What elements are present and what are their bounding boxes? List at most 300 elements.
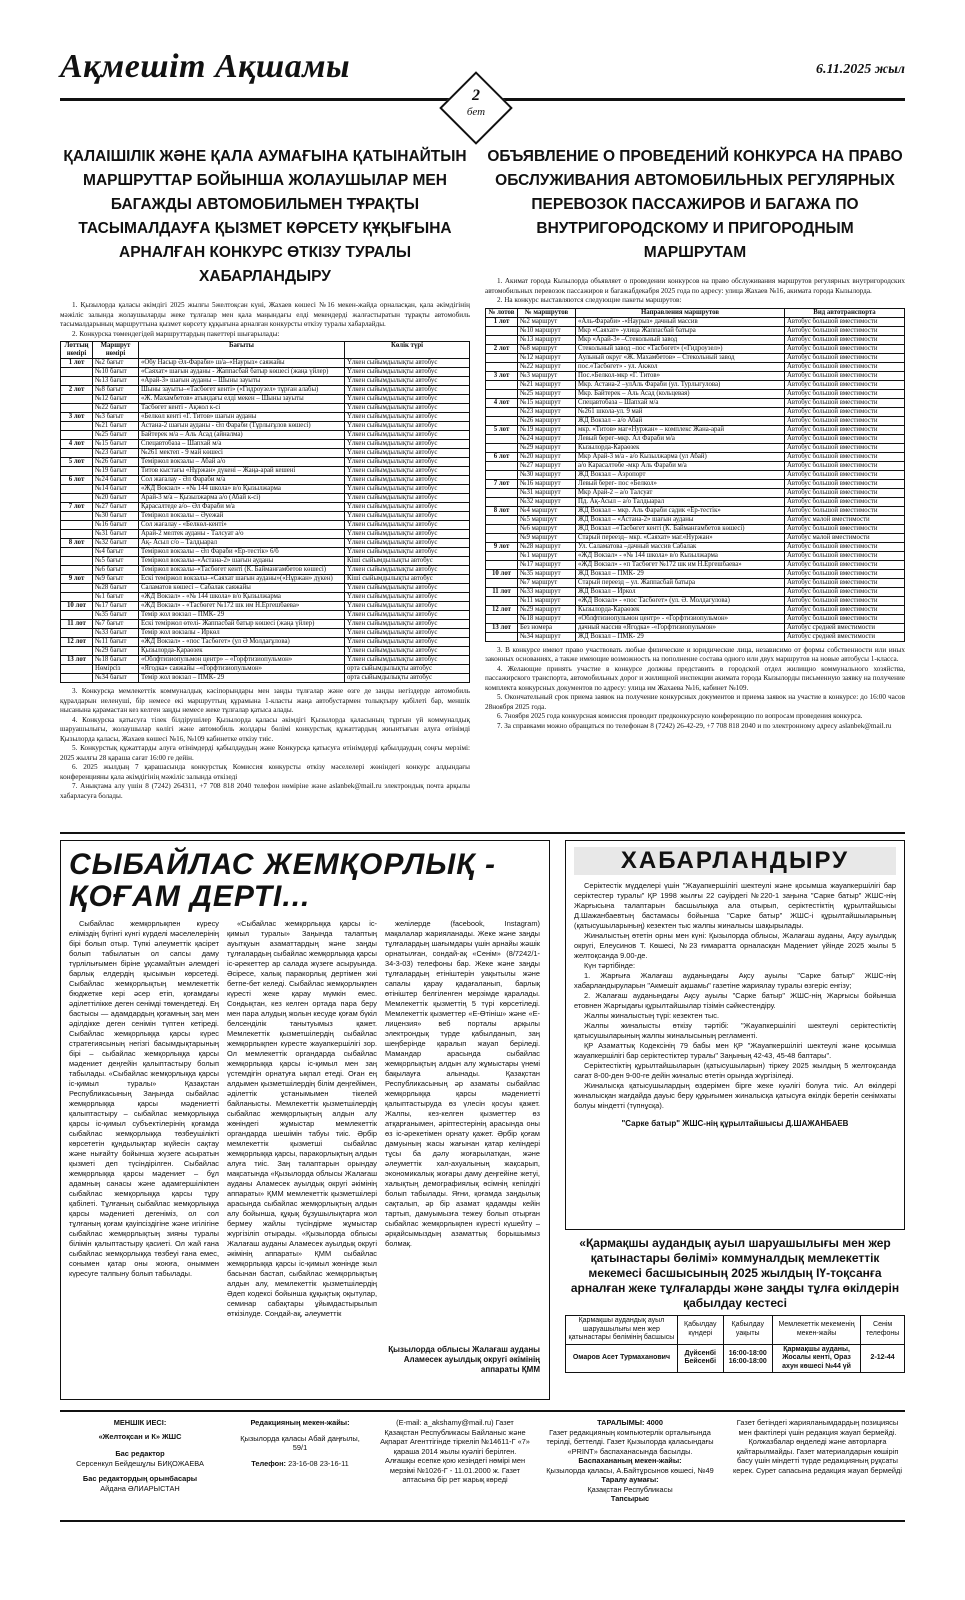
page-number-value: 2 xyxy=(472,87,480,104)
left-cell-direction: «ЖД Вокзал» - «№ 144 школа» в/о Қызылжарма xyxy=(139,593,345,602)
left-cell-route: №20 бағыт xyxy=(93,494,139,503)
right-cell-direction: Пос.«Белкол-мкр «Г. Титов» xyxy=(576,371,785,380)
right-cell-lot xyxy=(486,515,518,524)
right-table-row xyxy=(486,479,905,488)
right-cell-route: №24 маршрут xyxy=(518,434,576,443)
left-cell-vehicle: Үлкен сыйымдылықты автобус xyxy=(345,368,470,377)
left-cell-route: Нөмірсіз xyxy=(93,665,139,674)
left-p1: 1. Қызылорда қаласы әкімдігі 2025 жылғы 5желтоқсан күні, Жахаев көшесі №16 мекен-жайда орналасқан, қала әкімдігінің мәжіліс залында жолаушыларды жеке тұлғалар мен қала маңындағы елді мекендерді жалғастыратын тұрақты автомобиль тасымалдарының маршруттына қызмет көрсету құқығына арналған конкурсты өткізу туралы хабарлайды. xyxy=(60,301,470,328)
right-cell-lot xyxy=(486,596,518,605)
right-cell-vehicle: Автобус большой вместимости xyxy=(785,443,905,452)
right-cell-direction: Старый переезд – ул. Жаппасбай батыра xyxy=(576,578,785,587)
left-cell-vehicle: Үлкен сыйымдылықты автобус xyxy=(345,584,470,593)
right-table-row xyxy=(486,380,905,389)
right-cell-direction: мкр. «Титов» маг«Нуржан» – комплекс Жана-арай xyxy=(576,425,785,434)
right-cell-direction: ЖД Вокзал – ПМК- 29 xyxy=(576,569,785,578)
left-cell-direction: Қарасалтеде а/о– Әл Фараби м/а xyxy=(139,503,345,512)
right-cell-lot xyxy=(486,389,518,398)
left-cell-vehicle: Үлкен сыйымдылықты автобус xyxy=(345,404,470,413)
left-cell-lot xyxy=(61,431,93,440)
left-cell-lot xyxy=(61,449,93,458)
right-cell-lot xyxy=(486,335,518,344)
section-divider xyxy=(60,832,905,834)
right-cell-route: №30 маршрут xyxy=(518,470,576,479)
right-cell-vehicle: Автобус большой вместимости xyxy=(785,326,905,335)
left-cell-lot xyxy=(61,548,93,557)
right-cell-vehicle: Автобус большой вместимости xyxy=(785,614,905,623)
right-cell-direction: Мкр Арай-3 м/а - а/о Кызылжарма (ул Абай) xyxy=(576,452,785,461)
right-cell-lot xyxy=(486,326,518,335)
left-cell-direction: Ескі теміржол өтелі- Жаппасбай батыр көшесі (жаңа үйлер) xyxy=(139,620,345,629)
right-cell-lot: 12 лот xyxy=(486,605,518,614)
right-cell-vehicle: Автобус большой вместимости xyxy=(785,434,905,443)
right-table-row xyxy=(486,623,905,632)
right-cell-vehicle: Автобус большой вместимости xyxy=(785,335,905,344)
schedule-col-address: Мемлекеттік мекеменің мекен-жайы xyxy=(772,1316,860,1345)
right-cell-vehicle: Автобус большой вместимости xyxy=(785,542,905,551)
right-cell-direction: а/о Карасалтөбе -мкр Аль Фараби м/а xyxy=(576,461,785,470)
right-cell-vehicle: Автобус большой вместимости xyxy=(785,560,905,569)
right-table-row xyxy=(486,317,905,326)
right-cell-route: №25 маршрут xyxy=(518,389,576,398)
right-p1: 1. Акимат города Кызылорда объявляет о проведении конкурсов на право обслуживания маршрутов регулярных внутригородских автомобильных перевозок пассажиров и багажабдекабря 2025 года по адресу: улица Жахаев №16, акимата города Кызылорда. xyxy=(485,277,905,295)
notice-p5: 2. Жалағаш ауданындағы Ақсу ауылы "Сарке батыр" ЖШС-нің Жарғысы бойынша етовнен Жарғыдағы құрылтайшылар тізімін сәйкестендіру. xyxy=(574,991,896,1010)
right-cell-vehicle: Автобус большой вместимости xyxy=(785,551,905,560)
right-cell-lot xyxy=(486,443,518,452)
right-table-row xyxy=(486,569,905,578)
right-table-row xyxy=(486,533,905,542)
left-cell-direction: Теміржол вокзалы–«Тасбөгет кенті (К. Байманғамбетов көшесі) xyxy=(139,566,345,575)
schedule-col-head: Қармақшы аудандық ауыл шаруашылығы мен жер қатынастары бөлімінің басшысы xyxy=(566,1316,678,1345)
left-cell-vehicle: Кіші сыйымдылықты автобус xyxy=(345,575,470,584)
footer-area: Қазақстан Республикасы xyxy=(587,1484,673,1494)
masthead: Ақмешіт Ақшамы xyxy=(60,48,351,85)
right-cell-vehicle: Автобус большой вместимости xyxy=(785,344,905,353)
left-cell-direction: Тасбөгет кенті - Ақжол к-сі xyxy=(139,404,345,413)
left-cell-route: №18 бағыт xyxy=(93,656,139,665)
right-cell-vehicle: Автобус большой вместимости xyxy=(785,470,905,479)
left-cell-direction: Байтерек м/а – Аль Асад (айналма) xyxy=(139,431,345,440)
notice-p7: Жалпы жиналысты өткізу тәртібі: "Жауапкершілігі шектеулі серіктестіктің қатысушыларының жалпы жиналысының регламенті. xyxy=(574,1021,896,1040)
left-cell-direction: Темір жол вокзал – ПМК- 29 xyxy=(139,674,345,683)
right-cell-vehicle: Автобус большой вместимости xyxy=(785,416,905,425)
left-cell-vehicle: Үлкен сыйымдылықты автобус xyxy=(345,602,470,611)
left-cell-vehicle: Үлкен сыйымдылықты автобус xyxy=(345,449,470,458)
right-cell-direction: Стекольный завод –пос «Тасбөгет» («Гидроузел») xyxy=(576,344,785,353)
left-cell-vehicle: Үлкен сыйымдылықты автобус xyxy=(345,656,470,665)
right-table-row xyxy=(486,551,905,560)
right-cell-route: №29 маршрут xyxy=(518,443,576,452)
left-cell-lot xyxy=(61,485,93,494)
left-col-direction: Бағыты xyxy=(139,342,345,359)
right-cell-lot: 13 лот xyxy=(486,623,518,632)
left-cell-vehicle: Үлкен сыйымдылықты автобус xyxy=(345,386,470,395)
right-table-row xyxy=(486,614,905,623)
right-cell-lot: 8 лот xyxy=(486,506,518,515)
right-cell-route: №4 маршрут xyxy=(518,506,576,515)
left-cell-direction: «ЖД Вокзал» - «пос Тасбөгет» (ул Ә Молдағұлова) xyxy=(139,638,345,647)
left-cell-vehicle: Үлкен сыйымдылықты автобус xyxy=(345,620,470,629)
left-cell-lot xyxy=(61,530,93,539)
footer-deputy-label: Бас редактордың орынбасары xyxy=(82,1474,198,1483)
notice-signature: "Сарке батыр" ЖШС-нің құрылтайшысы Д.ШАЖАНБАЕВ xyxy=(621,1119,849,1128)
left-cell-lot: 1 лот xyxy=(61,359,93,368)
right-cell-lot: 11 лот xyxy=(486,587,518,596)
left-cell-lot xyxy=(61,674,93,683)
left-table-row xyxy=(61,593,470,602)
left-table-row xyxy=(61,431,470,440)
right-table-row xyxy=(486,371,905,380)
right-cell-vehicle: Автобус большой вместимости xyxy=(785,398,905,407)
right-cell-lot xyxy=(486,488,518,497)
right-cell-route: №12 маршрут xyxy=(518,353,576,362)
left-cell-direction: Арай-2 мелтек ауданы - Талсуат а/о xyxy=(139,530,345,539)
right-cell-route: №20 маршрут xyxy=(518,452,576,461)
right-p3: 3. В конкурсе имеют право участвовать любые физические и юридические лица, независимо от формы собственности или иных законных основаниях, а также имеющие возможность на пополнение состава одного или двух маршрутов на новые автобусы 1-класса. xyxy=(485,645,905,663)
left-cell-direction: «Белкөл кенті «Г. Титов» шағын ауданы xyxy=(139,413,345,422)
left-cell-route: №11 бағыт xyxy=(93,638,139,647)
right-cell-route: №33 маршрут xyxy=(518,587,576,596)
right-cell-direction: пос.«Тасбөгет» - ул. Акжол xyxy=(576,362,785,371)
footer-phone-label: Телефон: xyxy=(251,1458,287,1468)
right-cell-direction: ЖД Вокзал – а/о Абай xyxy=(576,416,785,425)
left-cell-lot: 6 лот xyxy=(61,476,93,485)
left-cell-lot xyxy=(61,557,93,566)
right-cell-direction: ЖД Вокзал – Иркол xyxy=(576,587,785,596)
page-number xyxy=(450,88,502,120)
right-table-row xyxy=(486,407,905,416)
right-cell-lot xyxy=(486,470,518,479)
right-table-row xyxy=(486,326,905,335)
right-cell-direction: дачный массив «Ягодка» -«Горфтизиопульмон» xyxy=(576,623,785,632)
left-title: ҚАЛАІШІЛІК ЖӘНЕ ҚАЛА АУМАҒЫНА ҚАТЫНАЙТЫН МАРШРУТТАР БОЙЫНША ЖОЛАУШЫЛАР МЕН БАГАЖДЫ АВТОМОБИЛЬМЕН ТҰРАҚТЫ ТАСЫМАЛДАУҒА ҚЫЗМЕТ КӨРСЕТУ ҚҰҚЫҒЫНА АРНАЛҒАН КОНКУРС ӨТКІЗУ ТУРАЛЫ ХАБАРЛАНДЫРУ xyxy=(63,148,467,285)
article-title: СЫБАЙЛАС ЖЕМҚОРЛЫҚ - ҚОҒАМ ДЕРТІ... xyxy=(69,848,497,913)
right-cell-route: №18 маршрут xyxy=(518,614,576,623)
left-cell-route: №27 бағыт xyxy=(93,503,139,512)
schedule-address: Қармақшы ауданы, Жосалы кенті, Ораз ахун көшесі №44 үй xyxy=(772,1344,860,1373)
right-cell-vehicle: Автобус большой вместимости xyxy=(785,479,905,488)
right-table-row xyxy=(486,596,905,605)
left-cell-direction: Сол жағалау - «Белкөл-кенті» xyxy=(139,521,345,530)
right-cell-direction: ЖД Вокзал –«Тасбөгет кенті (К. Байманғамбетов көшесі) xyxy=(576,524,785,533)
left-cell-direction: «ЖД Вокзал» - «Тасбөгет №172 шк им Н.Ергешбаева» xyxy=(139,602,345,611)
right-cell-route: №5 маршрут xyxy=(518,515,576,524)
left-cell-direction: Ақ- Асыл с/о – Талдыарал xyxy=(139,539,345,548)
right-cell-lot xyxy=(486,353,518,362)
notice-p2: Жиналыстың өтетін орны мен күні: Қызылорда облысы, Жалағаш ауданы, Ақсу ауылдық округі, Елеусинов Т. Көшесі, №23 ғимаратта орналасқан Мадениет үйінде 2025 жылы 5 желтоқсанда 9.00-де. xyxy=(574,931,896,960)
right-cell-vehicle: Автобус большой вместимости xyxy=(785,605,905,614)
left-cell-lot xyxy=(61,593,93,602)
left-table-row xyxy=(61,602,470,611)
left-cell-route: №30 бағыт xyxy=(93,512,139,521)
page-word: бет xyxy=(466,106,486,118)
right-cell-direction: ЖД Вокзал – мкр. Аль Фараби садик «Ер-тестік» xyxy=(576,506,785,515)
left-cell-direction: «ЖД Вокзал» - «№ 144 школа» в/о Қызылжарма xyxy=(139,485,345,494)
right-cell-route: №13 маршрут xyxy=(518,335,576,344)
left-cell-route: №2 бағыт xyxy=(93,359,139,368)
right-cell-lot: 1 лот xyxy=(486,317,518,326)
right-cell-vehicle: Автобус большой вместимости xyxy=(785,461,905,470)
left-cell-route: №15 бағыт xyxy=(93,440,139,449)
right-cell-route: №8 маршрут xyxy=(518,344,576,353)
left-col-route: Маршрут нөмірі xyxy=(93,342,139,359)
right-table-row xyxy=(486,497,905,506)
left-cell-route: №13 бағыт xyxy=(93,377,139,386)
notice-heading: ХАБАРЛАНДЫРУ xyxy=(574,847,896,875)
left-cell-route: №7 бағыт xyxy=(93,620,139,629)
notice-p3: Күн тәртібінде: xyxy=(584,961,636,970)
right-p6: 6. 7ноября 2025 года конкурсная комиссия проводит предконкурсную конференцию по вопросам проведения конкурса. xyxy=(497,712,863,720)
schedule-days: Дүйсенбі Бейсенбі xyxy=(677,1344,723,1373)
right-cell-vehicle: Автобус большой вместимости xyxy=(785,425,905,434)
right-cell-vehicle: Автобус большой вместимости xyxy=(785,596,905,605)
imprint-footer xyxy=(60,1410,905,1522)
right-cell-route: №1 маршрут xyxy=(518,551,576,560)
right-cell-route: №27 маршрут xyxy=(518,461,576,470)
left-table-row xyxy=(61,368,470,377)
left-table-row xyxy=(61,503,470,512)
right-cell-lot: 4 лот xyxy=(486,398,518,407)
left-table-row xyxy=(61,665,470,674)
right-cell-lot xyxy=(486,614,518,623)
left-cell-direction: Теміржол вокзалы – Әл Фараби «Ер-тестік» 6/б xyxy=(139,548,345,557)
schedule-col-days: Қабылдау күндері xyxy=(677,1316,723,1345)
right-table-row xyxy=(486,542,905,551)
schedule-table xyxy=(565,1315,905,1373)
left-cell-vehicle: Үлкен сыйымдылықты автобус xyxy=(345,485,470,494)
left-cell-lot: 13 лот xyxy=(61,656,93,665)
left-cell-direction: Темір жол вокзалы - Иркөл xyxy=(139,629,345,638)
right-p5: 5. Окончательный срок приема заявок на получение конкурсных документов и приема заявок на участие в конкурсе: до 16:00 часов 28ноября 2025 года. xyxy=(485,693,905,711)
right-cell-vehicle: Автобус большой вместимости xyxy=(785,524,905,533)
left-cell-route: №31 бағыт xyxy=(93,530,139,539)
footer-print-info: Газет редакцияның компьютерлік орталығында терілді, беттелді. Газет Қызылорда қаласындағы «PRINT» баспаханасында басылды. xyxy=(546,1427,714,1456)
left-cell-route: №24 бағыт xyxy=(93,476,139,485)
left-cell-direction: Арай-3 м/а – Қызылжарма а/о (Абай к-сі) xyxy=(139,494,345,503)
right-table-row xyxy=(486,389,905,398)
left-cell-lot xyxy=(61,494,93,503)
left-cell-route: №8 бағыт xyxy=(93,386,139,395)
right-cell-vehicle: Автобус средней вместимости xyxy=(785,632,905,641)
right-cell-direction: Старый переезд– мкр. «Саяхат» маг.«Нуржан» xyxy=(576,533,785,542)
right-cell-route: №22 маршрут xyxy=(518,362,576,371)
right-cell-vehicle: Автобус большой вместимости xyxy=(785,587,905,596)
right-cell-vehicle: Автобус большой вместимости xyxy=(785,569,905,578)
right-table-row xyxy=(486,524,905,533)
left-cell-vehicle: Үлкен сыйымдылықты автобус xyxy=(345,422,470,431)
right-cell-vehicle: Автобус большой вместимости xyxy=(785,506,905,515)
left-cell-vehicle: Үлкен сыйымдылықты автобус xyxy=(345,476,470,485)
right-cell-direction: Кызылорда-Караөзек xyxy=(576,605,785,614)
right-table-row xyxy=(486,515,905,524)
left-cell-lot: 5 лот xyxy=(61,458,93,467)
schedule-box xyxy=(565,1236,905,1401)
right-table-row xyxy=(486,605,905,614)
left-cell-route: №14 бағыт xyxy=(93,485,139,494)
left-cell-route: №35 бағыт xyxy=(93,611,139,620)
left-cell-vehicle: Үлкен сыйымдылықты автобус xyxy=(345,548,470,557)
right-cell-lot xyxy=(486,533,518,542)
left-cell-lot xyxy=(61,611,93,620)
right-cell-lot xyxy=(486,461,518,470)
notice-p1: Серіктестік мүдделері үшін "Жауапкершілігі шектеулі және қосымша жауапкершілігі бар серіктестер туралы" ҚР 1998 жылғы 22 сәуірдегі №220-1 заңына "Сарке батыр" ЖШС-нің Жарғысына талаптарын басшылыққа ала отырып, серіктестіктің құрылтайшысы Д.Шажанбаевтың бастамасы бойынша "Сарке батыр" ЖШС-і құрылтайшыларының (қатысушыларының) кезектен тыс жалпы жиналысы шақырылады. xyxy=(574,881,896,930)
article-col-3: желілерде (facebook, Instagram) мақалалар жарияланады. Жеке және заңды тұлғалардың шағымдары үшін арнайы жәшік орнатылған, сондай-ақ «Сенім» (8/7242/1-34-3-03) телефоны бар. Жеке және заңды тұлғалардың етініштерін уақытылы және сапалы қарау қадағаланып, барлық өтініштер белгіленген мерзімде қаралады. Мемлекеттік қызметтің 5 түрі көрсетіледі. Мемлекеттік қызметтер «Е-Өтініш» және «Е-лицензия» веб порталы арқылы электрондық түрде қабылданып, заң шеңберінде қаралып жауап беріледі. Мамандар арасында сыбайлас жемқорлықтың алдын алу жұмыстары үнемі бақылауға алынады. Қазақстан Республикасының әр азаматы сыбайлас жемқорлыққа қарсы мәдениетті қалыптастыруда өз үлесін қосуы қажет. Жалпы, кез-келген қызметтер өз атқарғанымен, әріптестерінің арасында оны өз іс-әрекетімен орнату қажет. Әрбір қоғам дамуының жасы жағынан қатар келіндері тұсы ба дәлу жоғарылатқан, және әлеуметтік хал-ахуалының жақсарып, экономикалық жоғары даму деңгейіне жетуі, халықтың демографиялық өсімнің кепілдігі болып табылады. Яғни, қоғамда заңдылық сақталып, әр бір азамат қадамды кейін тартып, дамуымызға тежеу болып отырған сыбайлас жемқорлықпен күресті күшейту – әрқайсымыздың азаматтық борышымыз болмақ. xyxy=(385,919,540,1248)
footer-address-value: Қызылорда қаласы Абай даңғылы, 59/1 xyxy=(240,1433,360,1452)
right-cell-route: №31 маршрут xyxy=(518,488,576,497)
left-table-row xyxy=(61,566,470,575)
right-table-row xyxy=(486,434,905,443)
right-cell-direction: Левый берег- пос «Белкол» xyxy=(576,479,785,488)
left-table-row xyxy=(61,476,470,485)
right-cell-vehicle: Автобус большой вместимости xyxy=(785,578,905,587)
left-cell-vehicle: Үлкен сыйымдылықты автобус xyxy=(345,467,470,476)
left-table-row xyxy=(61,485,470,494)
right-cell-lot: 9 лот xyxy=(486,542,518,551)
right-cell-direction: ЖД Вокзал – «Астана-2» шағын ауданы xyxy=(576,515,785,524)
left-cell-vehicle: Үлкен сыйымдылықты автобус xyxy=(345,377,470,386)
right-table-row xyxy=(486,488,905,497)
right-table-row xyxy=(486,506,905,515)
left-table-row xyxy=(61,548,470,557)
left-announcement xyxy=(60,145,470,801)
footer-editor: Серсенкул Бейдешұлы БИҚОЖАЕВА xyxy=(76,1458,204,1468)
right-cell-direction: Мкр «Саяхат» -улица Жаппасбай батыра xyxy=(576,326,785,335)
left-cell-lot: 7 лот xyxy=(61,503,93,512)
footer-order-label: Тапсырыс xyxy=(610,1494,650,1503)
left-table-row xyxy=(61,656,470,665)
right-cell-direction: «ЖД Вокзал» - «№ 144 школа» в/о Кызылжарма xyxy=(576,551,785,560)
left-cell-vehicle: Үлкен сыйымдылықты автобус xyxy=(345,611,470,620)
right-cell-route: №35 маршрут xyxy=(518,569,576,578)
left-table-row xyxy=(61,413,470,422)
right-cell-route: №16 маршрут xyxy=(518,479,576,488)
left-table-row xyxy=(61,377,470,386)
schedule-time: 16:00-18:00 16:00-18:00 xyxy=(723,1344,772,1373)
left-cell-route: №12 бағыт xyxy=(93,395,139,404)
right-cell-vehicle: Автобус большой вместимости xyxy=(785,353,905,362)
right-cell-route: №7 маршрут xyxy=(518,578,576,587)
right-col-vehicle: Вид автотранспорта xyxy=(785,308,905,317)
left-cell-lot xyxy=(61,368,93,377)
right-cell-lot: 5 лот xyxy=(486,425,518,434)
right-table-row xyxy=(486,344,905,353)
left-cell-vehicle: Үлкен сыйымдылықты автобус xyxy=(345,530,470,539)
right-cell-lot xyxy=(486,434,518,443)
left-cell-vehicle: Үлкен сыйымдылықты автобус xyxy=(345,512,470,521)
left-table-row xyxy=(61,521,470,530)
right-cell-vehicle: Автобус большой вместимости xyxy=(785,362,905,371)
left-cell-lot: 11 лот xyxy=(61,620,93,629)
left-cell-direction: Астана-2 шағын ауданы - Әл Фараби (Тұрлығұлов көшесі) xyxy=(139,422,345,431)
right-cell-route: №32 маршрут xyxy=(518,497,576,506)
right-p7: 7. За справками можно обращаться по телефонам 8 (7242) 26-42-29, +7 708 818 2040 и по электронному адресу aslanbek@mail.ru xyxy=(497,721,892,730)
left-table-row xyxy=(61,629,470,638)
right-cell-direction: Ул. Саламатова –дачный массив Сабалак xyxy=(576,542,785,551)
footer-address xyxy=(235,1418,365,1468)
right-table-row xyxy=(486,560,905,569)
left-cell-vehicle: Үлкен сыйымдылықты автобус xyxy=(345,431,470,440)
left-cell-vehicle: Үлкен сыйымдылықты автобус xyxy=(345,521,470,530)
right-cell-lot xyxy=(486,551,518,560)
right-col-route: № маршрутов xyxy=(518,308,576,317)
right-cell-route: №26 маршрут xyxy=(518,416,576,425)
left-cell-route: №23 бағыт xyxy=(93,449,139,458)
article-col-2: «Сыбайлас жемқорлыққа қарсы іс-қимыл туралы» Заңында талаптың ауытқуын азаматтардың және заңды тұлғалардың сыбайлас жемқорлыққа қарсы іс-әрекеттер ар салада жүзеге асыруында. Әсіресе, халық паракорлық дертімен жиі бетпе-бет келеді. Сыбайлас жемқорлықпен күресті жеке қарау мүмкін емес. Сондықтан, кез келген ортада пара беру мен пара алудың жолын кесуде қоғам бүкіл белсенділік танытуымыз қажет. Мемлекеттік қызметшілердің сыбайлас жемқорлықпен күресте жауапкершілігі зор. Ол мемлекеттік органдарда сыбайлас жемқорлыққа қарсы іс-қимыл мен заң үстемдігін орнатуға ықпал етеді. Оған ең алдымен қызметшілердің білім деңгейімен, әділеттік ұстанымымен тікелей байланысты. Мемлекеттік қызметшілердің сыбайлас жемқорлықтың алдын алу жөніндегі жұмыстар мемлекеттік органдарда шешімін табуы тиіс. Әрбір мемлекеттік қызметші сыбайлас жемқорлыққа қарсы, паракорлықтың алдын алуға тиіс. Заң талаптарын орындау мақсатында «Қызылорда облысы Жалағаш ауданы Аламесек ауылдық округі әкімінің аппараты» ҚММ мемлекеттік қызметшілері арасында сыбайлас жемқорлықтың алдын алу бойынша, құқық бұзушылықтарға жол бермеу жайлы түсіндірме жұмыстар жүргізіліп отырады. «Қызылорда облысы Жалағаш ауданы Аламесек ауылдық округі әкімінің аппараты» ҚММ сыбайлас жемқорлыққа қарсы іс-қимыл жөнінде жыл басынан бастап, сыбайлас жемқорлықтың алдын алу, мемлекеттік қызметшілердің Әдеп кодексі бойынша құқықтық оқытулар, семинар сабақтары ұйымдастырылып өткізілуде. Сондай-ақ, әлеуметтік xyxy=(227,919,377,1318)
left-p6: 6. 2025 жылдың 7 қарашасында конкурстық Комиссия конкурсты өткізу мәселелері жөніндегі конкурс алдындағы конференцияны қала әкімдігінің мәжіліс залында өткізеді xyxy=(60,763,470,781)
left-table-row xyxy=(61,512,470,521)
left-cell-lot: 10 лот xyxy=(61,602,93,611)
right-cell-lot xyxy=(486,407,518,416)
left-cell-route: №3 бағыт xyxy=(93,413,139,422)
footer-registration: (E-mail: a_akshamy@mail.ru) Газет Қазақстан Республикасы Байланыс және Ақпарат Агенттігінде тіркеліп №14611-Г «7» қараша 2014 жылы куәлігі берілген. Алғашқы есепке қою кезіндегі нөмірі мен мерзімі №1026-Г - 11.01.2000 ж. Газет аптасына бір рет жарық көреді xyxy=(380,1418,530,1484)
left-cell-vehicle: Кіші сыйымдылықты автобус xyxy=(345,557,470,566)
left-cell-direction: Теміржол вокзалы – Абай а/о xyxy=(139,458,345,467)
left-table-row xyxy=(61,467,470,476)
right-table-row xyxy=(486,362,905,371)
left-cell-lot xyxy=(61,377,93,386)
notice-p8: ҚР Азаматтық Кодексінің 79 бабы мен ҚР "Жауапкершілігі шектеулі және қосымша жауапкершілігі бар серіктестіктер туралы" Заңының 42-43, 45-48 баптары". xyxy=(574,1041,896,1060)
left-cell-route: №10 бағыт xyxy=(93,368,139,377)
footer-owner-title: МЕНШІК ИЕСІ: xyxy=(113,1418,167,1427)
schedule-title: «Қармақшы аудандық ауыл шаруашылығы мен жер қатынастары бөлімі» коммуналдық мемлекеттік мекемесі басшысының 2025 жылдың ІҮ-тоқсанға арналған жеке тұлғаларды және заңды тұлға өкілдерін қабылдау кестесі xyxy=(570,1236,900,1310)
right-cell-lot: 7 лот xyxy=(486,479,518,488)
right-cell-route: №19 маршрут xyxy=(518,425,576,434)
right-cell-vehicle: Автобус большой вместимости xyxy=(785,452,905,461)
right-cell-direction: Аульный округ «Ж. Махамбетов» – Стекольный завод xyxy=(576,353,785,362)
right-cell-vehicle: Автобус большой вместимости xyxy=(785,380,905,389)
article-signature: Қызылорда облысы Жалағаш ауданы Аламесек ауылдық округі әкімінің аппараты ҚММ xyxy=(388,1345,540,1374)
right-cell-route: №34 маршрут xyxy=(518,632,576,641)
right-table-row xyxy=(486,398,905,407)
left-cell-vehicle: Үлкен сыйымдылықты автобус xyxy=(345,395,470,404)
left-cell-route: №5 бағыт xyxy=(93,557,139,566)
left-cell-direction: Қызылорда-Қараөзек xyxy=(139,647,345,656)
right-cell-direction: Мкр «Арай-3» –Стекольный завод xyxy=(576,335,785,344)
left-cell-direction: Спецавтобаза – Шапхай м/а xyxy=(139,440,345,449)
right-cell-lot: 6 лот xyxy=(486,452,518,461)
left-cell-vehicle: орта сыйымдылықты автобус xyxy=(345,665,470,674)
right-cell-vehicle: Автобус большой вместимости xyxy=(785,317,905,326)
left-cell-vehicle: Үлкен сыйымдылықты автобус xyxy=(345,647,470,656)
right-cell-route: №9 маршрут xyxy=(518,533,576,542)
left-route-table xyxy=(60,341,470,683)
right-cell-lot xyxy=(486,380,518,389)
right-p4: 4. Желающие принять участие в конкурсе должны представить в городской отдел жилищно коммунального хозяйства, пассажирского транспорта, автомобильных дорог и жилищной инспекции акимата города Кызылорды письменную заявку на получение комплекта конкурсных документов по адресу: улица им Жахаева №16, кабинет №109. xyxy=(485,664,905,692)
right-cell-lot: 10 лот xyxy=(486,569,518,578)
left-table-row xyxy=(61,458,470,467)
right-cell-lot xyxy=(486,362,518,371)
right-cell-direction: ЖД Вокзал – ПМК- 29 xyxy=(576,632,785,641)
right-cell-direction: Пд. Ақ-Асыл – а/о Талдыарал xyxy=(576,497,785,506)
left-cell-lot xyxy=(61,629,93,638)
left-p7: 7. Анықтама алу үшін 8 (7242) 264311, +7 708 818 2040 телефон нөміріне және aslanbek@mail.ru электрондық почта арқылы хабарласуға болады. xyxy=(60,782,470,800)
left-cell-lot xyxy=(61,422,93,431)
notice-p10: Жиналысқа қатысушылардың өздерімен бірге жеке куәлігі болуға тиіс. Ал өкілдері жиналысқан жағдайда дауыс беру құқығымен жиналысқа қатысуға өкілдік беретін сенімхаты болуы міндетті (түпнұсқа). xyxy=(574,1081,896,1110)
left-cell-route: №25 бағыт xyxy=(93,431,139,440)
left-p5: 5. Конкурстық құжаттарды алуға өтінімдерді қабылдаудың және Конкурсқа қатысуға өтінімдерді қабылдаудың соңғы мерзімі: 2025 жылғы 28 қараша сағат 16:00 ге дейін. xyxy=(60,744,470,762)
right-table-row xyxy=(486,425,905,434)
left-cell-route: №16 бағыт xyxy=(93,521,139,530)
right-cell-route: №6 маршрут xyxy=(518,524,576,533)
right-cell-direction: №261 школа-ул. 9 май xyxy=(576,407,785,416)
right-col-lot: № лотов xyxy=(486,308,518,317)
left-cell-direction: «Облфтизиопульмон центр» – «Горфтизиопульмон» xyxy=(139,656,345,665)
footer-circulation: ТАРАЛЫМЫ: 4000 xyxy=(597,1418,663,1427)
footer-deputy: Айдана ӘЛИАРЫСТАН xyxy=(100,1483,180,1493)
footer-owner xyxy=(60,1418,220,1493)
left-cell-vehicle: Үлкен сыйымдылықты автобус xyxy=(345,440,470,449)
right-table-row xyxy=(486,470,905,479)
